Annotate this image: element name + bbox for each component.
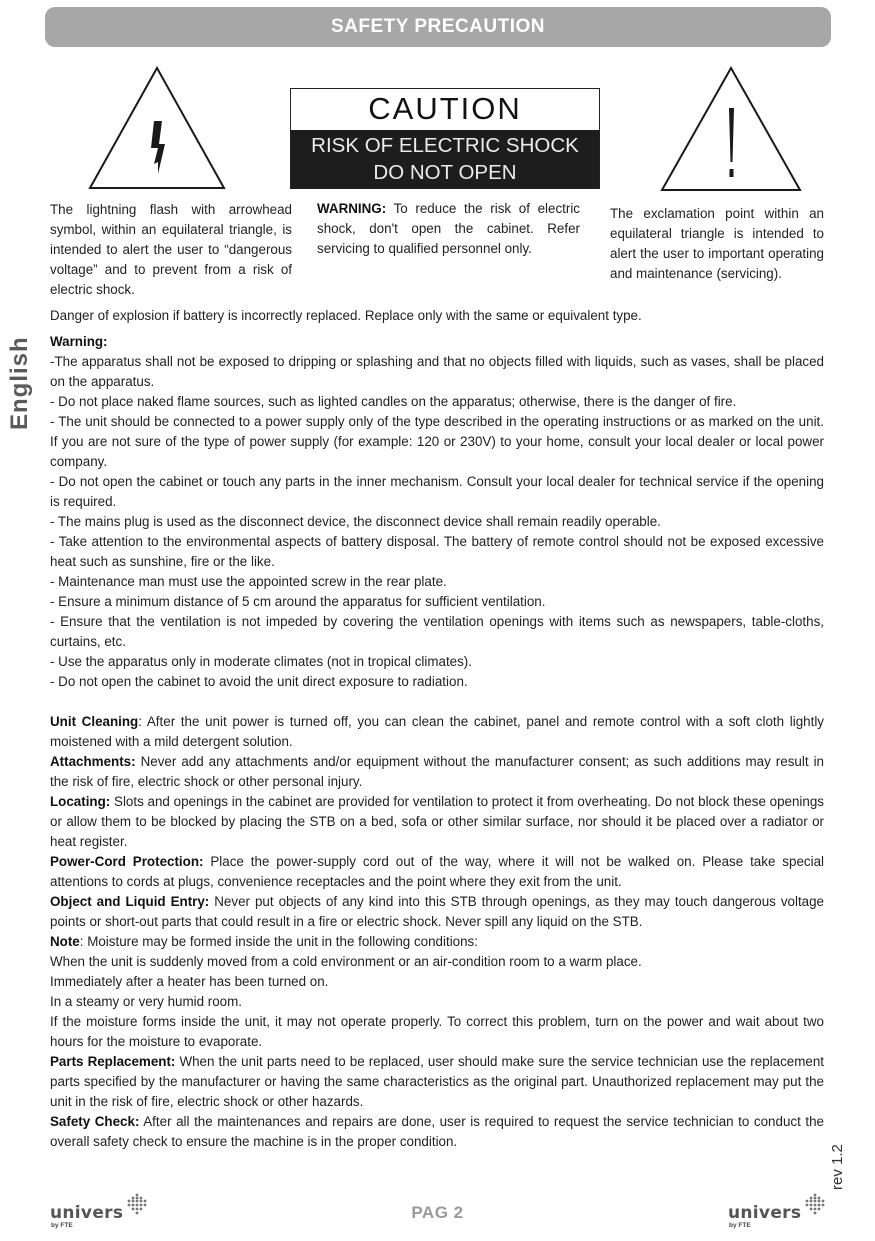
object-liquid-paragraph [50,892,824,932]
warning-item: - Maintenance man must use the appointed screw in the rear plate. [50,574,447,589]
unit-cleaning-text: : After the unit power is turned off, you can clean the cabinet, panel and remote control with a soft cloth lightly moistened with a mild detergent solution. [50,714,824,749]
logo-wordmark: univers [728,1203,802,1223]
warning-item: - The unit should be connected to a power supply only of the type described in the operating instructions or as marked on the unit. If you are not sure of the type of power supply (for example: 120 or 230V) to your home, consult your local dealer or local power company. [50,414,824,469]
attachments-paragraph [50,752,824,792]
warning-item: - Use the apparatus only in moderate climates (not in tropical climates). [50,654,472,669]
page-number: PAG 2 [411,1203,464,1222]
section-title-banner [45,7,831,47]
warning-text: To reduce the risk of electric shock, don't open the cabinet. Refer servicing to qualified personnel only. [317,201,580,256]
language-side-label: English [6,336,33,430]
battery-notice: Danger of explosion if battery is incorrectly replaced. Replace only with the same or equivalent type. [50,308,642,323]
unit-cleaning-paragraph [50,712,824,752]
object-liquid-label: Object and Liquid Entry: [50,894,210,909]
object-liquid-text: Never put objects of any kind into this STB through openings, as they may touch dangerous voltage points or short-out parts that could result in a fire or electric shock. Never spill any liquid on the STB. [50,894,825,929]
locating-label: Locating: [50,794,111,809]
univers-logo-right [728,1193,838,1233]
unit-cleaning-label: Unit Cleaning [50,714,139,729]
logo-subtitle: by FTE [729,1222,751,1229]
revision-label: rev 1.2 [829,1144,846,1190]
lightning-warning-icon [88,66,226,190]
power-cord-label: Power-Cord Protection: [50,854,204,869]
caution-risk-text: RISK OF ELECTRIC SHOCK [311,134,579,157]
warning-label: WARNING: [317,201,387,216]
note-text: : Moisture may be formed inside the unit in the following conditions: [79,934,478,949]
note-line: When the unit is suddenly moved from a cold environment or an air-condition room to a warm place. [50,954,642,969]
caution-subtitle [291,130,599,188]
note-line: Immediately after a heater has been turned on. [50,974,329,989]
safety-body [50,306,824,1152]
safety-check-label: Safety Check: [50,1114,140,1129]
power-cord-paragraph [50,852,824,892]
warning-item: - Take attention to the environmental aspects of battery disposal. The battery of remote control should not be exposed excessive heat such as sunshine, fire or the like. [50,534,824,569]
warning-item: - Do not place naked flame sources, such as lighted candles on the apparatus; otherwise, there is the danger of fire. [50,394,737,409]
safety-check-text: After all the maintenances and repairs are done, user is required to request the service technician to conduct the overall safety check to ensure the machine is in the proper condition. [50,1114,824,1149]
exclamation-warning-icon [660,66,802,192]
locating-paragraph [50,792,824,852]
warning-item: - Do not open the cabinet or touch any parts in the inner mechanism. Consult your local dealer for technical service if the opening is required. [50,474,824,509]
warning-item: - The mains plug is used as the disconnect device, the disconnect device shall remain readily operable. [50,514,661,529]
warning-item: - Ensure that the ventilation is not impeded by covering the ventilation openings with items such as newspapers, table-cloths, curtains, etc. [50,614,824,649]
safety-check-paragraph [50,1112,824,1152]
attachments-text: Never add any attachments and/or equipment without the manufacturer consent; as such additions may result in the risk of fire, electric shock or other personal injury. [50,754,824,789]
note-line: In a steamy or very humid room. [50,994,243,1009]
note-label: Note [50,934,80,949]
lightning-description: The lightning flash with arrowhead symbol, within an equilateral triangle, is intended to alert the user to “dangerous voltage” and to prevent from a risk of electric shock. [50,202,292,297]
locating-text: Slots and openings in the cabinet are provided for ventilation to protect it from overheating. Do not block these openings or allow them to be blocked by placing the STB on a bed, sofa or other similar surface, nor should it be placed over a radiator or heat register. [50,794,824,849]
parts-replacement-label: Parts Replacement: [50,1054,176,1069]
section-title: SAFETY PRECAUTION [330,16,545,37]
caution-label [290,88,600,189]
logo-subtitle: by FTE [51,1222,73,1229]
logo-wordmark: univers [50,1203,124,1223]
caution-title: CAUTION [368,91,522,126]
logo-dots-icon [803,1193,827,1215]
warning-item: - Ensure a minimum distance of 5 cm around the apparatus for sufficient ventilation. [50,594,546,609]
note-paragraph [50,932,824,952]
attachments-label: Attachments: [50,754,136,769]
parts-replacement-text: When the unit parts need to be replaced, user should make sure the service technician use the replacement parts specified by the manufacturer or having the same characteristics as the original part. Unauthorized replacement may put the unit in the risk of fire, electric shock or other hazards. [50,1054,824,1109]
warning-heading: Warning: [50,334,108,349]
parts-replacement-paragraph [50,1052,824,1112]
warning-item: - Do not open the cabinet to avoid the unit direct exposure to radiation. [50,674,468,689]
warning-description [317,199,580,259]
exclamation-description: The exclamation point within an equilateral triangle is intended to alert the user to important operating and maintenance (servicing). [610,206,824,281]
note-line: If the moisture forms inside the unit, it may not operate properly. To correct this problem, turn on the power and wait about two hours for the moisture to evaporate. [50,1014,824,1049]
warning-item: -The apparatus shall not be exposed to dripping or splashing and that no objects filled with liquids, such as vases, shall be placed on the apparatus. [50,354,824,389]
power-cord-text: Place the power-supply cord out of the way, where it will not be walked on. Please take special attentions to cords at plugs, convenience receptacles and the point where they exit from the unit. [50,854,824,889]
caution-do-not-open-text: DO NOT OPEN [373,161,517,184]
